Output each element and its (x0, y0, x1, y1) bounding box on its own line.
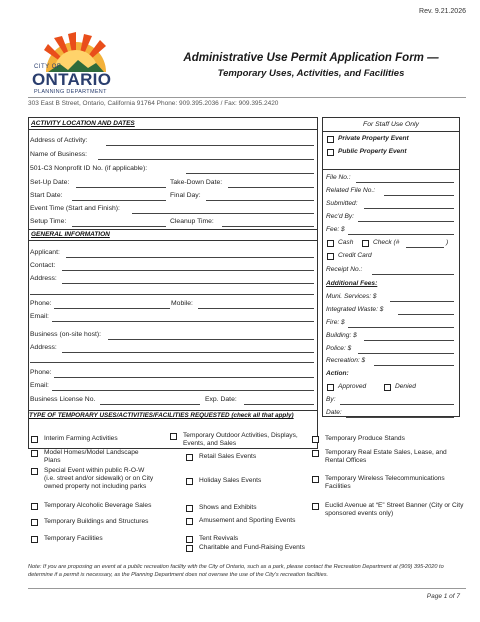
fee-field[interactable] (348, 234, 454, 235)
street-banner-label: Euclid Avenue at “E” Street Banner (City or City sponsored events only) (325, 502, 464, 517)
approved-label: Approved (338, 383, 367, 390)
activity-heading: ACTIVITY LOCATION AND DATES (31, 120, 135, 127)
exp-date-label: Exp. Date: (205, 396, 237, 403)
denied-label: Denied (395, 383, 416, 390)
staff-title: For Staff Use Only (363, 121, 419, 128)
recd-by-field[interactable] (358, 221, 454, 222)
takedown-date-label: Take-Down Date: (170, 179, 223, 186)
private-property-checkbox[interactable] (327, 136, 334, 143)
file-no-label: File No.: (326, 174, 351, 181)
phone-field[interactable] (54, 308, 170, 309)
address2-field-line2[interactable] (30, 362, 314, 363)
email2-field[interactable] (52, 390, 314, 391)
wireless-telecom-label: Temporary Wireless Telecommunications Facilities (325, 475, 445, 490)
event-time-field[interactable] (132, 213, 314, 214)
cash-checkbox[interactable] (327, 240, 334, 247)
date-label: Date: (326, 409, 342, 416)
interim-farming-label: Interim Farming Activities (44, 435, 118, 442)
by-label: By: (326, 396, 336, 403)
additional-fees-label: Additional Fees: (326, 280, 378, 287)
phone2-field[interactable] (54, 377, 314, 378)
receipt-field[interactable] (372, 274, 454, 275)
check-checkbox[interactable] (362, 240, 369, 247)
charitable-events-label: Charitable and Fund-Raising Events (199, 544, 305, 551)
holiday-sales-checkbox[interactable] (186, 478, 193, 485)
section-rule (28, 129, 318, 130)
submitted-field[interactable] (364, 208, 454, 209)
section-rule (28, 240, 318, 241)
fire-field[interactable] (348, 327, 454, 328)
integrated-waste-field[interactable] (398, 314, 454, 315)
integrated-waste-label: Integrated Waste: $ (326, 306, 384, 313)
receipt-label: Receipt No.: (326, 266, 363, 273)
nonprofit-id-field[interactable] (186, 173, 314, 174)
real-estate-checkbox[interactable] (312, 450, 319, 457)
logo-department: PLANNING DEPARTMENT (34, 89, 107, 95)
business-name-label: Name of Business: (30, 151, 88, 158)
phone-label: Phone: (30, 300, 52, 307)
police-field[interactable] (358, 353, 454, 354)
business-onsite-field[interactable] (108, 339, 314, 340)
amusement-sporting-label: Amusement and Sporting Events (199, 517, 296, 524)
final-day-label: Final Day: (170, 192, 201, 199)
email-label: Email: (30, 313, 49, 320)
temporary-buildings-checkbox[interactable] (31, 519, 38, 526)
footer-divider (28, 588, 466, 589)
police-label: Police: $ (326, 345, 352, 352)
email-field[interactable] (52, 321, 314, 322)
final-day-field[interactable] (206, 200, 314, 201)
alcoholic-beverage-checkbox[interactable] (31, 503, 38, 510)
mobile-field[interactable] (198, 308, 314, 309)
private-property-label: Private Property Event (338, 135, 409, 142)
department-address: 303 East B Street, Ontario, California 91764 Phone: 909.395.2036 / Fax: 909.395.2420 (28, 100, 279, 107)
fire-label: Fire: $ (326, 319, 345, 326)
cleanup-time-label: Cleanup Time: (170, 218, 214, 225)
amusement-sporting-checkbox[interactable] (186, 518, 193, 525)
shows-exhibits-label: Shows and Exhibits (199, 504, 257, 511)
file-no-field[interactable] (356, 182, 454, 183)
real-estate-label: Temporary Real Estate Sales, Lease, and Rental Offices (325, 449, 447, 464)
setup-time-label: Setup Time: (30, 218, 67, 225)
interim-farming-checkbox[interactable] (31, 436, 38, 443)
phone2-label: Phone: (30, 369, 52, 376)
muni-label: Muni. Services: $ (326, 293, 377, 300)
contact-label: Contact: (30, 262, 56, 269)
address2-label: Address: (30, 344, 57, 351)
start-date-field[interactable] (72, 200, 166, 201)
retail-sales-checkbox[interactable] (186, 454, 193, 461)
staff-rule (322, 131, 460, 132)
check-number-field[interactable] (406, 247, 444, 248)
start-date-label: Start Date: (30, 192, 63, 199)
holiday-sales-label: Holiday Sales Events (199, 477, 262, 484)
special-event-checkbox[interactable] (31, 468, 38, 475)
page-number: Page 1 of 7 (426, 593, 460, 600)
approved-checkbox[interactable] (327, 384, 334, 391)
applicant-field[interactable] (66, 257, 314, 258)
public-property-label: Public Property Event (338, 148, 407, 155)
cash-label: Cash (338, 239, 354, 246)
form-subtitle: Temporary Uses, Activities, and Facilities (217, 68, 405, 79)
shows-exhibits-checkbox[interactable] (186, 505, 193, 512)
building-label: Building: $ (326, 332, 357, 339)
nonprofit-id-label: 501-C3 Nonprofit ID No. (if applicable): (30, 165, 148, 172)
building-field[interactable] (364, 340, 454, 341)
header-divider (28, 97, 466, 98)
business-name-field[interactable] (98, 159, 314, 160)
address-field-line2[interactable] (30, 294, 314, 295)
address-of-activity-field[interactable] (106, 145, 314, 146)
applicant-label: Applicant: (30, 249, 60, 256)
related-file-field[interactable] (384, 195, 454, 196)
check-label: Check (# (373, 239, 400, 246)
produce-stands-checkbox[interactable] (312, 436, 319, 443)
alcoholic-beverage-label: Temporary Alcoholic Beverage Sales (44, 502, 152, 509)
model-homes-label: Model Homes/Model Landscape Plans (44, 449, 139, 464)
by-field[interactable] (340, 404, 454, 405)
related-file-label: Related File No.: (326, 187, 376, 194)
section-rule (28, 229, 318, 230)
address2-field[interactable] (62, 352, 314, 353)
email2-label: Email: (30, 382, 49, 389)
public-property-checkbox[interactable] (327, 149, 334, 156)
form-title: Administrative Use Permit Application Form — (183, 52, 439, 64)
special-event-label: Special Event within public R-O-W (i.e. street and/or sidewalk) or on City owned property not including parks (44, 467, 154, 490)
section-rule (28, 410, 318, 411)
contact-field[interactable] (62, 270, 314, 271)
recd-by-label: Rec'd By: (326, 213, 355, 220)
exp-date-field[interactable] (244, 404, 314, 405)
address-of-activity-label: Address of Activity: (30, 137, 88, 144)
recreation-field[interactable] (374, 365, 454, 366)
takedown-date-field[interactable] (228, 187, 314, 188)
credit-card-checkbox[interactable] (327, 253, 334, 260)
muni-field[interactable] (390, 301, 454, 302)
tent-revivals-label: Tent Revivals (199, 535, 239, 542)
date-field[interactable] (346, 417, 454, 418)
mobile-label: Mobile: (171, 300, 193, 307)
event-time-label: Event Time (Start and Finish): (30, 205, 120, 212)
setup-date-field[interactable] (76, 187, 166, 188)
outdoor-activities-label: Temporary Outdoor Activities, Displays, Events, and Sales (183, 432, 298, 447)
outdoor-activities-checkbox[interactable] (170, 433, 177, 440)
denied-checkbox[interactable] (384, 384, 391, 391)
address-field[interactable] (62, 283, 314, 284)
business-license-label: Business License No. (30, 396, 96, 403)
produce-stands-label: Temporary Produce Stands (325, 435, 405, 442)
business-license-field[interactable] (100, 404, 200, 405)
setup-time-field[interactable] (72, 226, 166, 227)
temporary-facilities-label: Temporary Facilities (44, 535, 103, 542)
temporary-facilities-checkbox[interactable] (31, 536, 38, 543)
city-logo (26, 30, 126, 98)
charitable-events-checkbox[interactable] (186, 545, 193, 552)
retail-sales-label: Retail Sales Events (199, 453, 257, 460)
model-homes-checkbox[interactable] (31, 450, 38, 457)
wireless-telecom-checkbox[interactable] (312, 476, 319, 483)
types-heading: TYPE OF TEMPORARY USES/ACTIVITIES/FACILITIES REQUESTED (check all that apply) (29, 412, 294, 419)
staff-rule (322, 169, 460, 170)
action-label: Action: (326, 370, 349, 377)
general-info-heading: GENERAL INFORMATION (31, 231, 110, 238)
check-close-paren: ) (446, 239, 449, 246)
temporary-buildings-label: Temporary Buildings and Structures (44, 518, 149, 525)
recreation-note: Note: If you are proposing an event at a public recreation facility with the City of Ontario, such as a park, please contact the Recreation Department at (909) 395-2020 to determine if a permit is necessary, as the Planning Department does not oversee the use of the City's recreation facilities. (28, 564, 444, 578)
credit-card-label: Credit Card (338, 252, 372, 259)
fee-label: Fee: $ (326, 226, 345, 233)
address-label: Address: (30, 275, 57, 282)
recreation-label: Recreation: $ (326, 357, 366, 364)
setup-date-label: Set-Up Date: (30, 179, 70, 186)
logo-city-of: CITY OF (34, 64, 62, 70)
street-banner-checkbox[interactable] (312, 503, 319, 510)
tent-revivals-checkbox[interactable] (186, 536, 193, 543)
submitted-label: Submitted: (326, 200, 358, 207)
revision-label: Rev. 9.21.2026 (419, 8, 466, 15)
cleanup-time-field[interactable] (222, 226, 314, 227)
logo-ontario: ONTARIO (32, 70, 112, 89)
business-onsite-label: Business (on-site host): (30, 331, 102, 338)
